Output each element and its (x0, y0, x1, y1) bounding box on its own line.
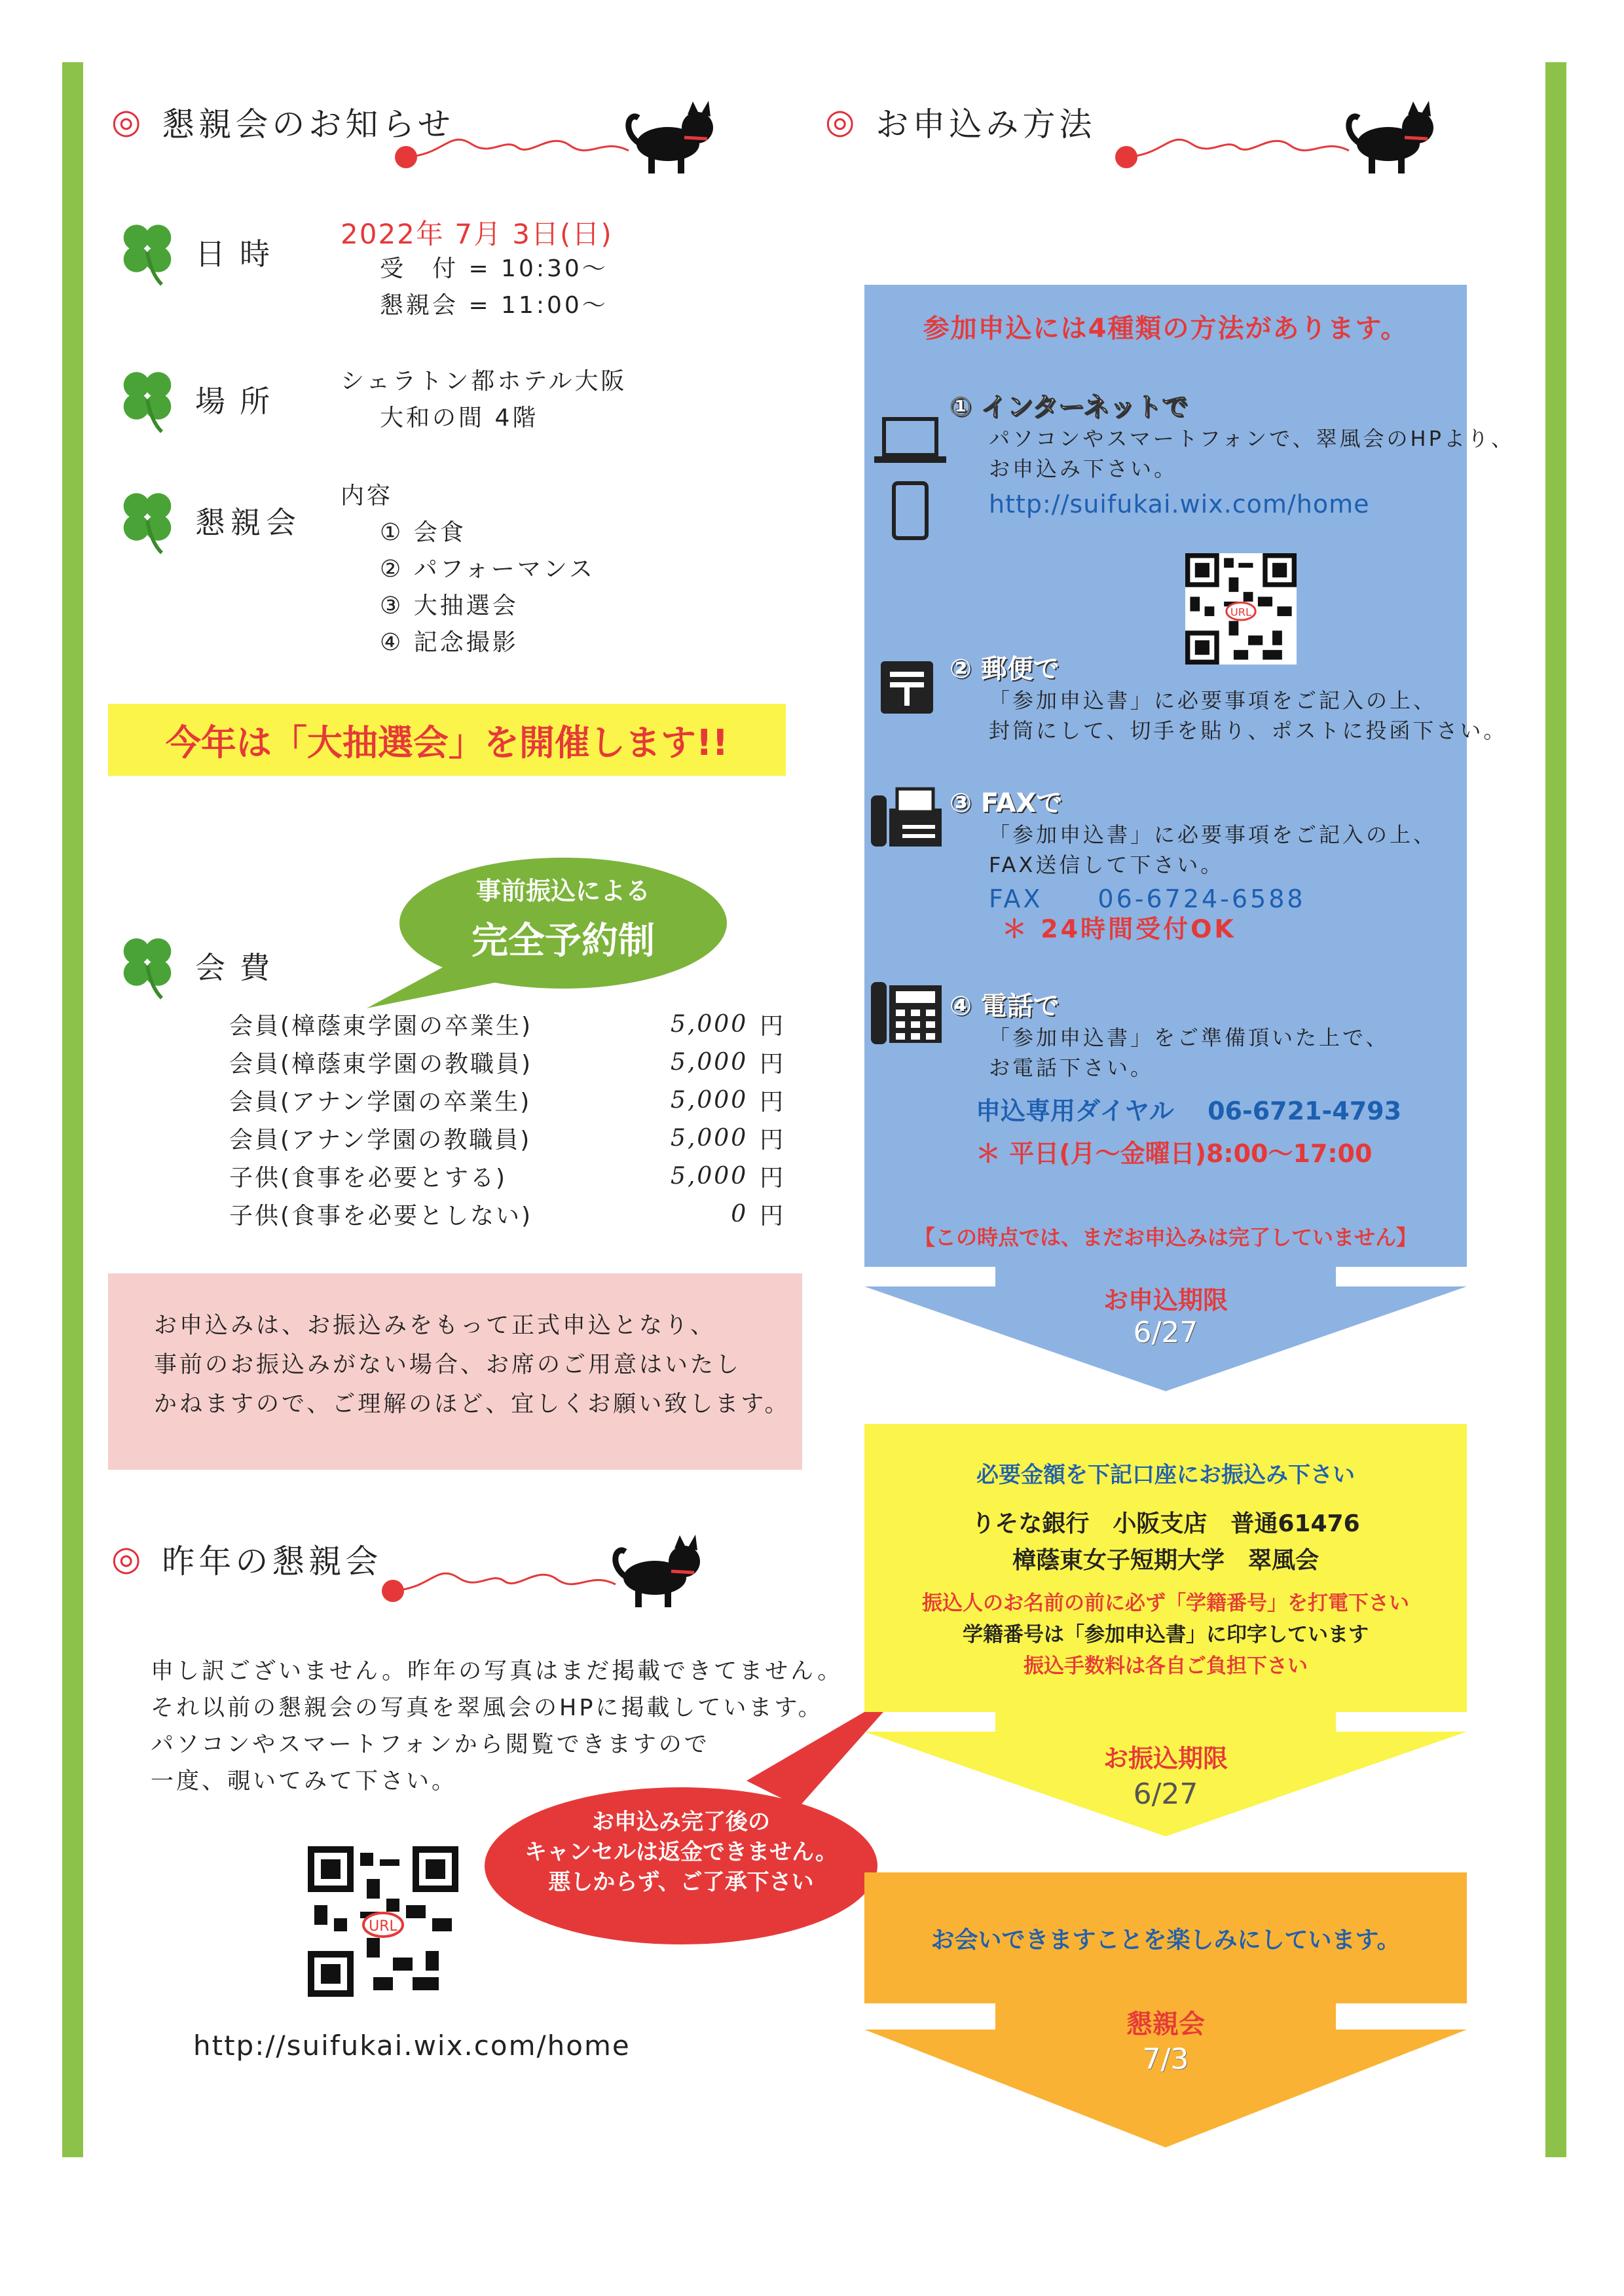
yarn-cat-icon (367, 1525, 733, 1611)
deadline1-date: 6/27 (1133, 1316, 1198, 1349)
transfer-note: 学籍番号は「参加申込書」に印字しています (963, 1623, 1369, 1647)
place-lines (341, 363, 627, 437)
yarn-cat-icon (1100, 92, 1467, 177)
text-line: それ以前の懇親会の写真を翠風会のHPに掲載しています。 (151, 1695, 824, 1721)
clover-icon (111, 930, 183, 1002)
last-year-title: ◎ 昨年の懇親会 (111, 1539, 382, 1580)
lottery-highlight: 今年は「大抽選会」を開催します!! (108, 704, 786, 776)
bullseye-icon: ◎ (111, 102, 145, 141)
event-content (341, 478, 595, 661)
method-title: ④ 電話で (950, 991, 1060, 1021)
method-title: ② 郵便で (950, 654, 1060, 684)
hotel-name: シェラトン都ホテル大阪 (341, 368, 627, 395)
table-row: 会員(アナン学園の教職員) 5,000 円 (229, 1124, 786, 1154)
svg-text:URL: URL (1230, 606, 1252, 619)
bubble-large-text: 完全予約制 (471, 920, 655, 962)
event-date-final: 7/3 (1142, 2043, 1189, 2076)
phone-number: 申込専用ダイヤル 06-6721-4793 (976, 1097, 1402, 1125)
transfer-note: 振込人のお名前の前に必ず「学籍番号」を打電下さい (922, 1592, 1409, 1615)
bubble-line: 悪しからず、ご了承下さい (548, 1869, 814, 1895)
hall-name: 大和の間 4階 (380, 405, 539, 431)
method-title: ③ FAXで (950, 788, 1063, 818)
postal-mark-icon (881, 661, 933, 714)
notice-line: かねますので、ご理解のほど、宜しくお願い致します。 (154, 1391, 790, 1417)
table-row: 子供(食事を必要としない) 0 円 (229, 1200, 786, 1230)
event-label: 懇親会 (195, 505, 301, 540)
smartphone-icon (891, 481, 930, 540)
content-item: ③ 大抽選会 (380, 592, 519, 619)
reservation-bubble (393, 871, 733, 964)
deadline1-label: お申込期限 (1103, 1286, 1228, 1315)
blue-heading: 参加申込には4種類の方法があります。 (923, 314, 1409, 344)
content-item: ① 会食 (380, 519, 466, 546)
content-title: 内容 (341, 483, 394, 509)
bullseye-icon: ◎ (825, 102, 859, 141)
qr-code-icon[interactable] (308, 1846, 458, 1997)
transfer-note: 振込手数料は各自ご負担下さい (1024, 1654, 1308, 1678)
content-item: ② パフォーマンス (380, 556, 595, 583)
method-line: 「参加申込書」をご準備頂いた上で、 (989, 1025, 1390, 1050)
blue-footer: 【この時点では、まだお申込みは完了していません】 (913, 1225, 1417, 1250)
fax-number: FAX 06-6724-6588 (989, 884, 1306, 913)
fee-row (111, 930, 284, 1002)
transfer-notes (864, 1588, 1467, 1682)
method-fax (950, 782, 1437, 944)
time-lines (380, 251, 608, 324)
datetime-row (111, 216, 284, 288)
notice-line: 事前のお振込みがない場合、お席のご用意はいたし (154, 1352, 742, 1378)
method-line: パソコンやスマートフォンで、翠風会のHPより、 (989, 426, 1515, 451)
method-url[interactable]: http://suifukai.wix.com/home (989, 490, 1370, 519)
phone-note: ＊ 平日(月～金曜日)8:00～17:00 (976, 1139, 1373, 1168)
bubble-small-text: 事前振込による (475, 877, 650, 905)
svg-text:URL: URL (369, 1918, 397, 1935)
bank-line: りそな銀行 小阪支店 普通61476 (971, 1510, 1360, 1537)
table-row: 会員(アナン学園の卒業生) 5,000 円 (229, 1086, 786, 1116)
notice-title: ◎ 懇親会のお知らせ (111, 102, 454, 143)
text-line: 一度、覗いてみて下さい。 (151, 1768, 458, 1795)
table-row: 会員(樟蔭東学園の教職員) 5,000 円 (229, 1048, 786, 1078)
method-internet (950, 386, 1515, 519)
event-row (111, 484, 301, 556)
place-row (111, 363, 284, 435)
payment-notice-box (108, 1273, 802, 1470)
method-post (950, 648, 1507, 746)
reception-time: 受 付 = 10:30〜 (380, 255, 608, 282)
fee-label: 会費 (195, 950, 284, 985)
bullseye-icon: ◎ (111, 1539, 145, 1578)
party-time: 懇親会 = 11:00〜 (380, 292, 608, 319)
bank-info (864, 1506, 1467, 1579)
bubble-line: キャンセルは返金できません。 (524, 1839, 838, 1865)
method-line: FAX送信して下さい。 (989, 852, 1225, 877)
deadline2-label: お振込期限 (1103, 1744, 1228, 1773)
laptop-icon (874, 416, 946, 468)
method-line: お申込み下さい。 (989, 456, 1178, 481)
method-line: 「参加申込書」に必要事項をご記入の上、 (989, 822, 1437, 847)
place-label: 場所 (195, 384, 284, 419)
event-label: 懇親会 (1126, 2009, 1205, 2039)
clover-icon (111, 363, 183, 435)
orange-message: お会いできますことを楽しみにしています。 (931, 1927, 1401, 1954)
left-border (62, 62, 83, 2157)
event-date: 2022年 7月 3日(日) (341, 218, 613, 250)
method-line: 「参加申込書」に必要事項をご記入の上、 (989, 688, 1437, 713)
method-line: 封筒にして、切手を貼り、ポストに投函下さい。 (989, 718, 1507, 743)
text-line: パソコンやスマートフォンから閲覧できますので (151, 1732, 710, 1758)
method-phone (950, 985, 1401, 1169)
right-border (1545, 62, 1566, 2157)
fee-table (229, 1005, 792, 1233)
yellow-heading: 必要金額を下記口座にお振込み下さい (976, 1462, 1355, 1488)
method-title: ① インターネットで (950, 392, 1189, 422)
method-line: お電話下さい。 (989, 1055, 1154, 1080)
table-row: 子供(食事を必要とする) 5,000 円 (229, 1162, 786, 1192)
text-line: 申し訳ございません。昨年の写真はまだ掲載できてません。 (151, 1658, 843, 1685)
deadline2-date: 6/27 (1133, 1777, 1198, 1811)
notice-line: お申込みは、お振込みをもって正式申込となり、 (154, 1313, 716, 1339)
application-title: ◎ お申込み方法 (825, 102, 1096, 143)
clover-icon (111, 484, 183, 556)
table-row: 会員(樟蔭東学園の卒業生) 5,000 円 (229, 1010, 786, 1040)
bank-line: 樟蔭東女子短期大学 翠風会 (1012, 1547, 1319, 1574)
yarn-cat-icon (380, 92, 747, 177)
telephone-icon (871, 982, 943, 1044)
datetime-label: 日時 (195, 236, 284, 272)
homepage-url[interactable]: http://suifukai.wix.com/home (193, 2030, 631, 2062)
bubble-line: お申込み完了後の (592, 1809, 770, 1835)
clover-icon (111, 216, 183, 288)
cancel-bubble (504, 1807, 858, 1897)
fax-note: ＊ 24時間受付OK (1002, 915, 1236, 943)
fax-icon (871, 786, 943, 848)
content-item: ④ 記念撮影 (380, 629, 519, 656)
